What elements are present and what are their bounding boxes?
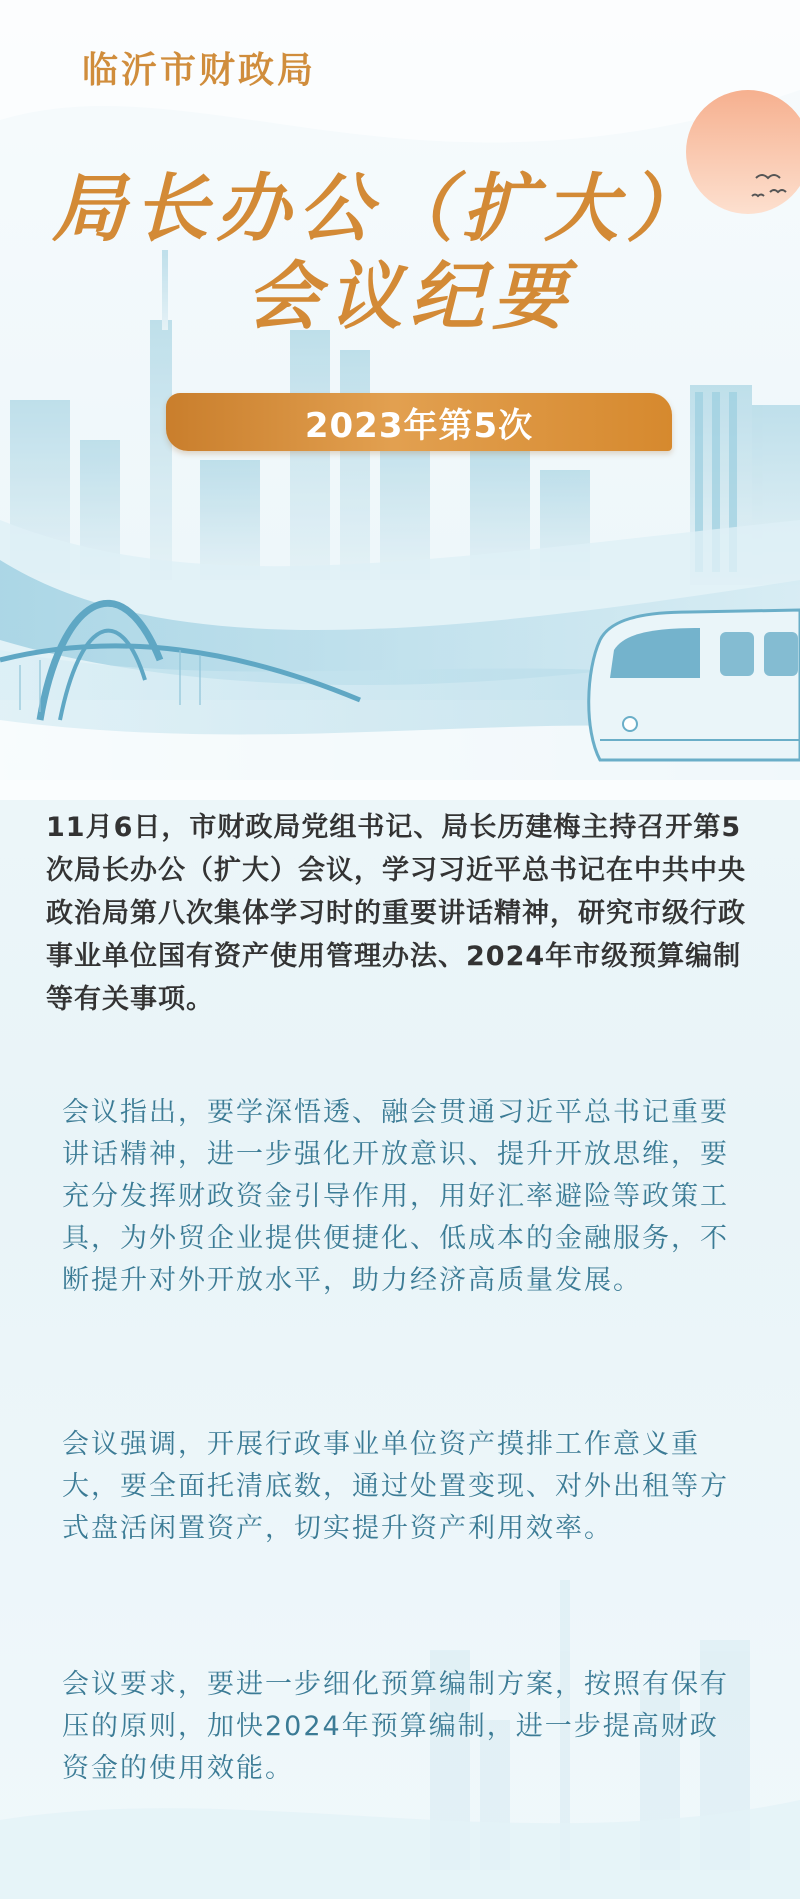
session-badge: 2023年第5次 — [166, 393, 672, 451]
intro-paragraph: 11月6日，市财政局党组书记、局长历建梅主持召开第5次局长办公（扩大）会议，学习习近平总书记在中共中央政治局第八次集体学习时的重要讲话精神，研究市级行政事业单位国有资产使用管理办法、2024年市级预算编制等有关事项。 — [46, 812, 746, 1015]
page-title-line1: 局长办公（扩大） — [52, 166, 708, 252]
paragraph-emphasized: 会议强调，开展行政事业单位资产摸排工作意义重大，要全面托清底数，通过处置变现、对外出租等方式盘活闲置资产，切实提升资产利用效率。 — [62, 1429, 729, 1544]
train-illustration — [589, 610, 800, 760]
org-name: 临沂市财政局 — [82, 50, 317, 91]
page-title-line2: 会议纪要 — [246, 254, 574, 340]
paragraph-required: 会议要求，要进一步细化预算编制方案，按照有保有压的原则，加快2024年预算编制，进一步提高财政资金的使用效能。 — [62, 1669, 729, 1784]
paragraph-pointed-out: 会议指出，要学深悟透、融会贯通习近平总书记重要讲话精神，进一步强化开放意识、提升开放思维，要充分发挥财政资金引导作用，用好汇率避险等政策工具，为外贸企业提供便捷化、低成本的金融服务，不断提升对外开放水平，助力经济高质量发展。 — [62, 1097, 729, 1296]
